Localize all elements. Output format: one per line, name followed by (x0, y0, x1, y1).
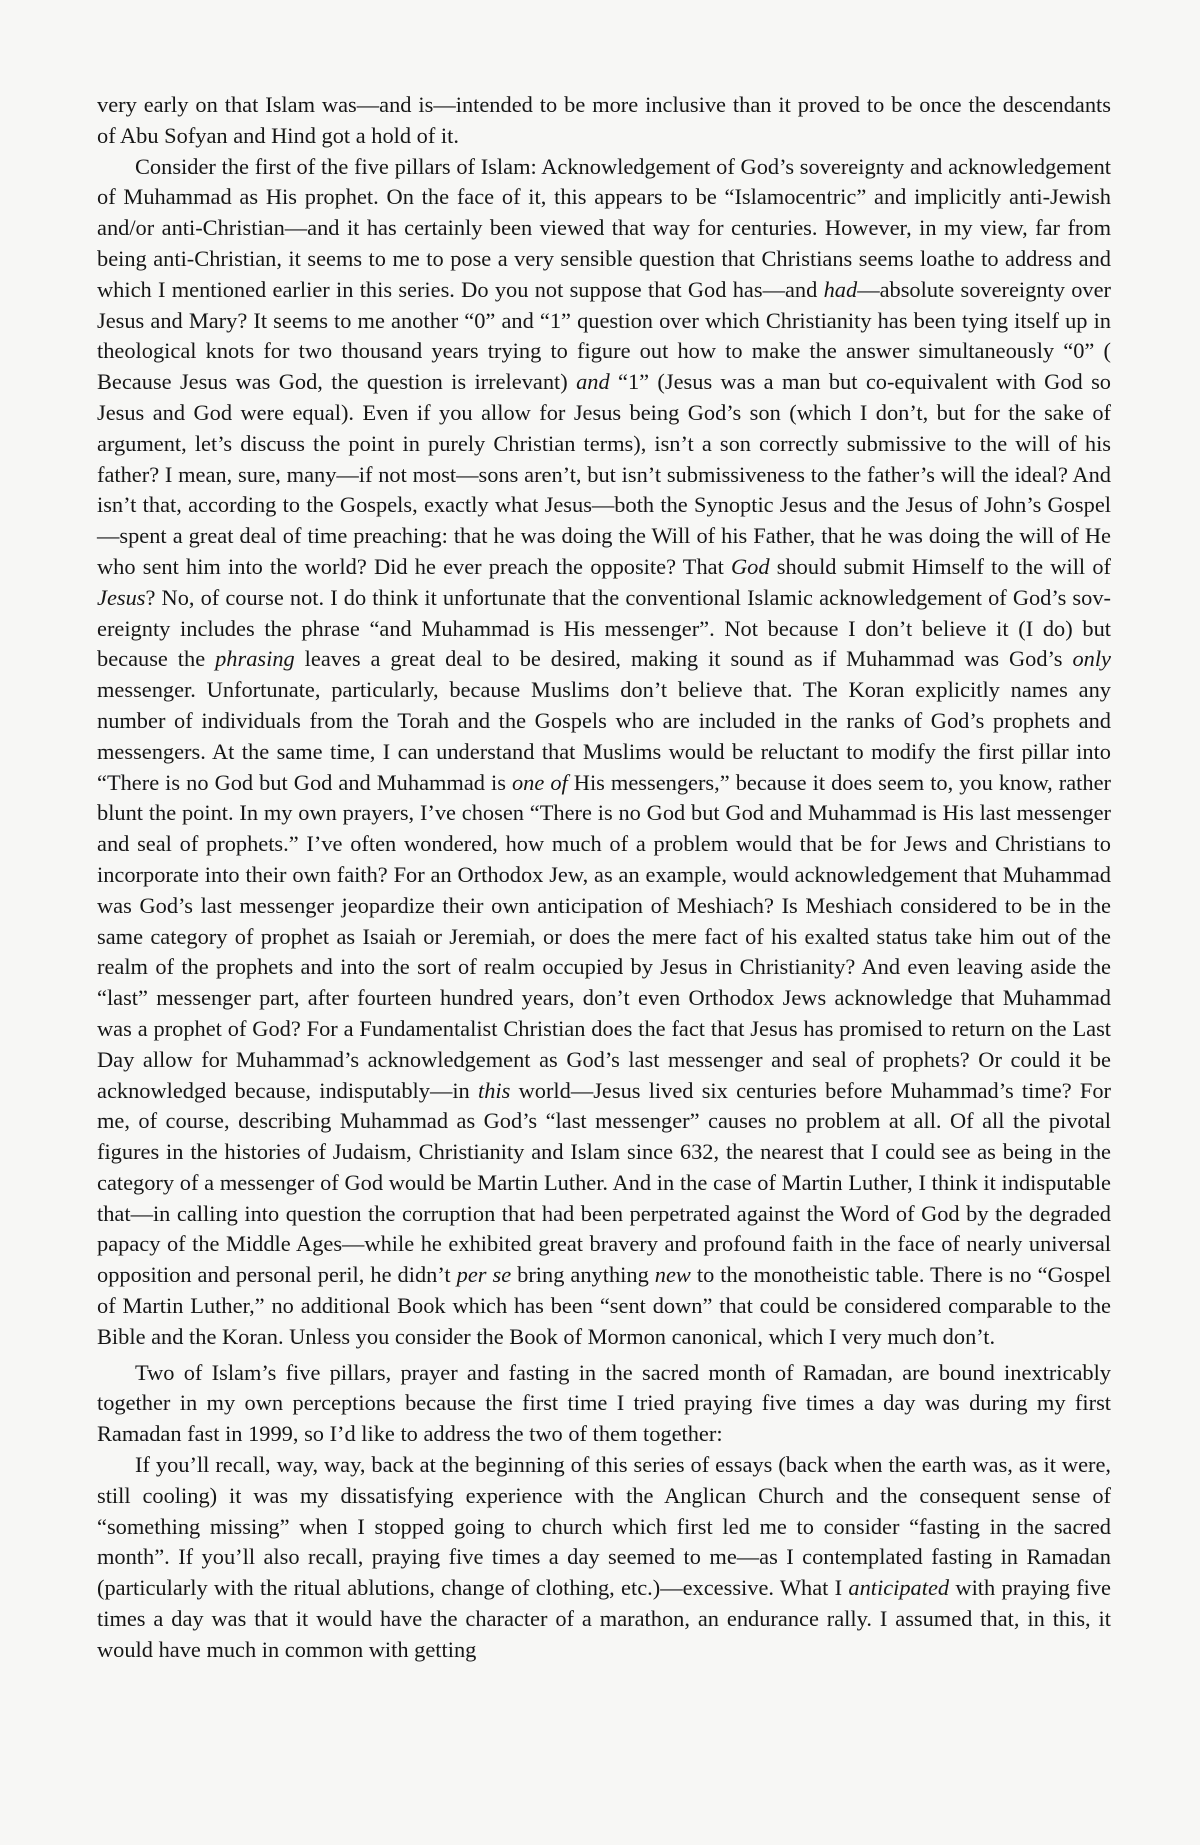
italic-run: only (1072, 646, 1111, 672)
text-run: with praying five times a day was that it would have the character of a marathon, an endurance rally. I assumed that, in this, it would have much in common with getting (97, 1575, 1111, 1662)
text-run: leaves a great deal to be desired, making it sound as if Muhammad was God’s (294, 646, 1073, 672)
italic-run: God (731, 553, 770, 579)
italic-run: anticipated (848, 1575, 950, 1601)
italic-run: new (654, 1262, 691, 1288)
text-run: messenger. Unfortunate, particularly, because Muslims don’t believe that. The Koran explicitly names any number of individuals from the Torah and the Gospels who are included in the ranks of God’s prophets and messengers. At the same time, I can understand that Muslims would be reluctant to modify the first pillar into “There is no God but God and Muhammad is (97, 677, 1111, 795)
italic-run: per se (456, 1262, 512, 1288)
italic-run: one of (511, 769, 568, 795)
text-run: If you’ll recall, way, way, back at the beginning of this series of essays (back when the earth was, as it were, still cooling) it was my dissatisfying experience with the Anglican Church and the consequent sense of “something missing” when I stopped going to church which first led me to consider “fasting in the sacred month”. If you’ll also recall, praying five times a day seemed to me—as I contemplated fasting in Ramadan (particularly with the ritual ablutions, change of clothing, etc.)—excessive. What I (97, 1452, 1111, 1601)
text-run: should submit Himself to the will of (769, 553, 1111, 579)
text-run: His messengers,” because it does seem to, you know, rather blunt the point. In my own prayers, I’ve chosen “There is no God but God and Muhammad is His last messenger and seal of prophets.” I’ve often wondered, how much of a problem would that be for Jews and Christians to incorporate into their own faith? For an Orthodox Jew, as an example, would acknowledgement that Muhammad was God’s last messenger jeopardize their own anticipation of Meshiach? Is Meshiach considered to be in the same category of prophet as Isaiah or Jeremiah, or does the mere fact of his exalted status take him out of the realm of the prophets and into the sort of realm occupied by Jesus in Christianity? And even leaving aside the “last” messenger part, after fourteen hundred years, don’t even Orthodox Jews acknowledge that Muhammad was a prophet of God? For a Fundamentalist Christian does the fact that Jesus has promised to return on the Last Day allow for Muhammad’s acknowledgement as God’s last messenger and seal of prophets? Or could it be acknowledged because, indisputably—in (97, 769, 1111, 1103)
text-run: bring anything (511, 1262, 655, 1288)
text-run: Two of Islam’s five pillars, prayer and fasting in the sacred month of Ramadan, are bound inextricably together in my own perceptions because the first time I tried praying five times a day was during my first Ramadan fast in 1999, so I’d like to address the two of them together: (97, 1359, 1111, 1447)
document-page (97, 90, 1111, 1666)
text-run: ? No, of course not. I do think it unfortunate that the conventional Islamic acknowledgement of God’s sovereignty includes the phrase “and Muhammad is His messenger”. Not because I don’t believe it (I do) but because the (97, 584, 1111, 672)
italic-run: and (576, 369, 610, 395)
text-run: to the monotheistic table. There is no “Gospel of Martin Luther,” no additional Book which has been “sent down” that could be considered comparable to the Bible and the Koran. Unless you consider the Book of Mormon canonical, which I very much don’t. (97, 1262, 1111, 1349)
text-run: world—Jesus lived six centuries before Muhammad’s time? For me, of course, describing Muhammad as God’s “last messenger” causes no problem at all. Of all the pivotal figures in the histories of Judaism, Christianity and Islam since 632, the nearest that I could see as being in the category of a messenger of God would be Martin Luther. And in the case of Martin Luther, I think it indisputable that—in calling into question the corruption that had been perpetrated against the Word of God by the degraded papacy of the Middle Ages—while he exhibited great bravery and profound faith in the face of nearly universal opposition and personal peril, he didn’t (97, 1077, 1111, 1288)
italic-run: Jesus (97, 584, 146, 610)
text-run: Consider the first of the five pillars of Islam: Acknowledgement of God’s sovereignty and acknowledgement of Muhammad as His prophet. On the face of it, this appears to be “Islamocentric” and implicitly anti-Jewish and/or anti-Christian—and it has certainly been viewed that way for centuries. However, in my view, far from being anti-Christian, it seems to me to pose a very sensible question that Christians seems loathe to address and which I mentioned earlier in this series. Do you not suppose that God has—and (97, 153, 1111, 302)
paragraph-2 (97, 152, 1111, 1353)
text-run: —absolute sovereignty over Jesus and Mary? It seems to me another “0” and “1” question over which Christianity has been tying itself up in theological knots for two thousand years trying to figure out how to make the answer simultaneously “0” ( Because Jesus was God, the question is irrelevant) (97, 276, 1112, 395)
paragraph-3 (97, 1358, 1111, 1450)
paragraph-4 (97, 1450, 1111, 1666)
text-run: “1” (Jesus was a man but co-equivalent with God so Jesus and God were equal). Even if you allow for Jesus being God’s son (which I don’t, but for the sake of argument, let’s discuss the point in purely Christian terms), isn’t a son correctly submissive to the will of his father? I mean, sure, many—if not most—sons aren’t, but isn’t submissiveness to the father’s will the ideal? And isn’t that, according to the Gospels, exactly what Jesus—both the Synoptic Jesus and the Jesus of John’s Gospel—spent a great deal of time preaching: that he was doing the Will of his Father, that he was doing the will of He who sent him into the world? Did he ever preach the opposite? That (97, 369, 1112, 579)
paragraph-1 (97, 90, 1111, 152)
italic-run: this (477, 1077, 511, 1103)
text-run: very early on that Islam was—and is—intended to be more inclusive than it proved to be once the descendants of Abu Sofyan and Hind got a hold of it. (97, 92, 1111, 148)
italic-run: phrasing (215, 646, 295, 672)
italic-run: had (823, 276, 858, 302)
